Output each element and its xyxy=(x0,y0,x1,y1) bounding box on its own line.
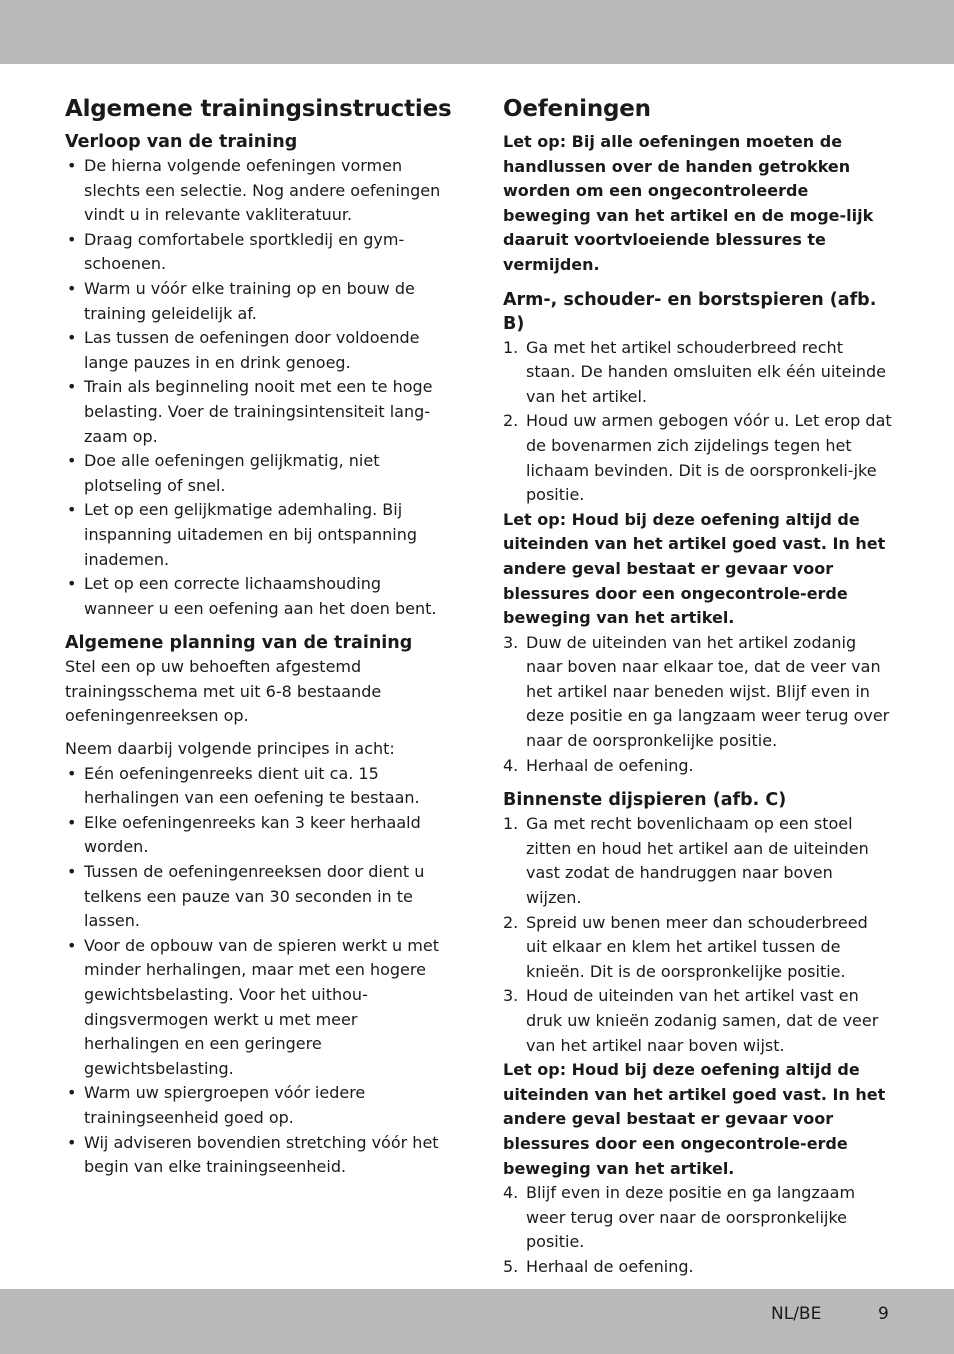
list-item: • Elke oefeningenreeks kan 3 keer herhaald worden. xyxy=(65,811,453,860)
paragraph-principles: Neem daarbij volgende principes in acht: xyxy=(65,739,395,759)
list-item: 4. Herhaal de oefening. xyxy=(503,755,694,775)
steps-inner-thigh-a xyxy=(503,812,893,1058)
bullet-list-principles xyxy=(65,762,453,1180)
header-band xyxy=(0,0,954,64)
warning-note-arm: Let op: Houd bij deze oefening altijd de uiteinden van het artikel goed vast. In het andere geval bestaat er gevaar voor blessures door een ongecontrole-erde beweging van het artikel. xyxy=(503,509,886,628)
bullet-list-training-course xyxy=(65,154,453,621)
right-column xyxy=(503,94,893,1280)
list-item: • Voor de opbouw van de spieren werkt u met minder herhalingen, maar met een hogere gewichtsbelasting. Voor het uithou-dingsvermogen werkt u met meer herhalingen en een geringere gewichtsbelasting. xyxy=(65,934,453,1082)
warning-note-intro: Let op: Bij alle oefeningen moeten de handlussen over de handen getrokken worden om een ongecontroleerde beweging van het artikel en de moge-lijk daaruit voortvloeiende blessures te vermijden. xyxy=(503,132,874,274)
paragraph-planning-intro: Stel een op uw behoeften afgestemd trainingsschema met uit 6-8 bestaande oefeningenreeksen op. xyxy=(65,657,382,726)
list-item: 3. Houd de uiteinden van het artikel vast en druk uw knieën zodanig samen, dat de veer van het artikel naar boven wijst. xyxy=(503,986,879,1055)
list-item: • Las tussen de oefeningen door voldoende lange pauzes in en drink genoeg. xyxy=(65,326,453,375)
list-item: • Wij adviseren bovendien stretching vóór het begin van elke trainingseenheid. xyxy=(65,1131,453,1180)
list-item: • Draag comfortabele sportkledij en gym-schoenen. xyxy=(65,228,453,277)
list-item: 5. Herhaal de oefening. xyxy=(503,1256,694,1276)
list-item: 1. Ga met recht bovenlichaam op een stoel zitten en houd het artikel aan de uiteinden vast zodat de handruggen naar boven wijzen. xyxy=(503,814,869,908)
page-number: 9 xyxy=(878,1304,889,1324)
section-title-exercises: Oefeningen xyxy=(503,96,651,122)
left-column xyxy=(65,94,453,1180)
list-item: • Train als beginneling nooit met een te hoge belasting. Voer de trainingsintensiteit lang-zaam op. xyxy=(65,375,453,449)
heading-arm-shoulder-chest: Arm-, schouder- en borstspieren (afb. B) xyxy=(503,289,877,334)
list-item: 2. Spreid uw benen meer dan schouderbreed uit elkaar en klem het artikel tussen de knieën. Dit is de oorspronkelijke positie. xyxy=(503,912,868,981)
list-item: 3. Duw de uiteinden van het artikel zodanig naar boven naar elkaar toe, dat de veer van het artikel naar beneden wijst. Blijf even in deze positie en ga langzaam weer terug over naar de oorspronkelijke positie. xyxy=(503,632,890,751)
steps-inner-thigh-b xyxy=(503,1181,893,1279)
steps-arm-shoulder-chest-b xyxy=(503,631,893,779)
list-item: • Eén oefeningenreeks dient uit ca. 15 herhalingen van een oefening te bestaan. xyxy=(65,762,453,811)
list-item: 2. Houd uw armen gebogen vóór u. Let erop dat de bovenarmen zich zijdelings tegen het lichaam bevinden. Dit is de oorspronkeli-jke positie. xyxy=(503,411,892,505)
list-item: 1. Ga met het artikel schouderbreed recht staan. De handen omsluiten elk één uiteinde van het artikel. xyxy=(503,337,887,406)
list-item: • Doe alle oefeningen gelijkmatig, niet plotseling of snel. xyxy=(65,449,453,498)
steps-arm-shoulder-chest-a xyxy=(503,336,893,508)
list-item: 4. Blijf even in deze positie en ga langzaam weer terug over naar de oorspronkelijke positie. xyxy=(503,1183,856,1252)
list-item: • Let op een correcte lichaamshouding wanneer u een oefening aan het doen bent. xyxy=(65,572,453,621)
warning-note-thigh: Let op: Houd bij deze oefening altijd de uiteinden van het artikel goed vast. In het andere geval bestaat er gevaar voor blessures door een ongecontrole-erde beweging van het artikel. xyxy=(503,1060,886,1178)
heading-inner-thigh: Binnenste dijspieren (afb. C) xyxy=(503,790,787,811)
list-item: • De hierna volgende oefeningen vormen slechts een selectie. Nog andere oefeningen vindt u in relevante vakliteratuur. xyxy=(65,154,453,228)
heading-training-course: Verloop van de training xyxy=(65,132,298,152)
heading-training-planning: Algemene planning van de training xyxy=(65,633,413,654)
list-item: • Tussen de oefeningenreeksen door dient u telkens een pauze van 30 seconden in te lassen. xyxy=(65,860,453,934)
footer-language: NL/BE xyxy=(771,1304,822,1324)
list-item: • Let op een gelijkmatige ademhaling. Bij inspanning uitademen en bij ontspanning inademen. xyxy=(65,498,453,572)
list-item: • Warm uw spiergroepen vóór iedere trainingseenheid goed op. xyxy=(65,1081,453,1130)
list-item: • Warm u vóór elke training op en bouw de training geleidelijk af. xyxy=(65,277,453,326)
section-title-general-instructions: Algemene trainingsinstructies xyxy=(65,96,452,122)
